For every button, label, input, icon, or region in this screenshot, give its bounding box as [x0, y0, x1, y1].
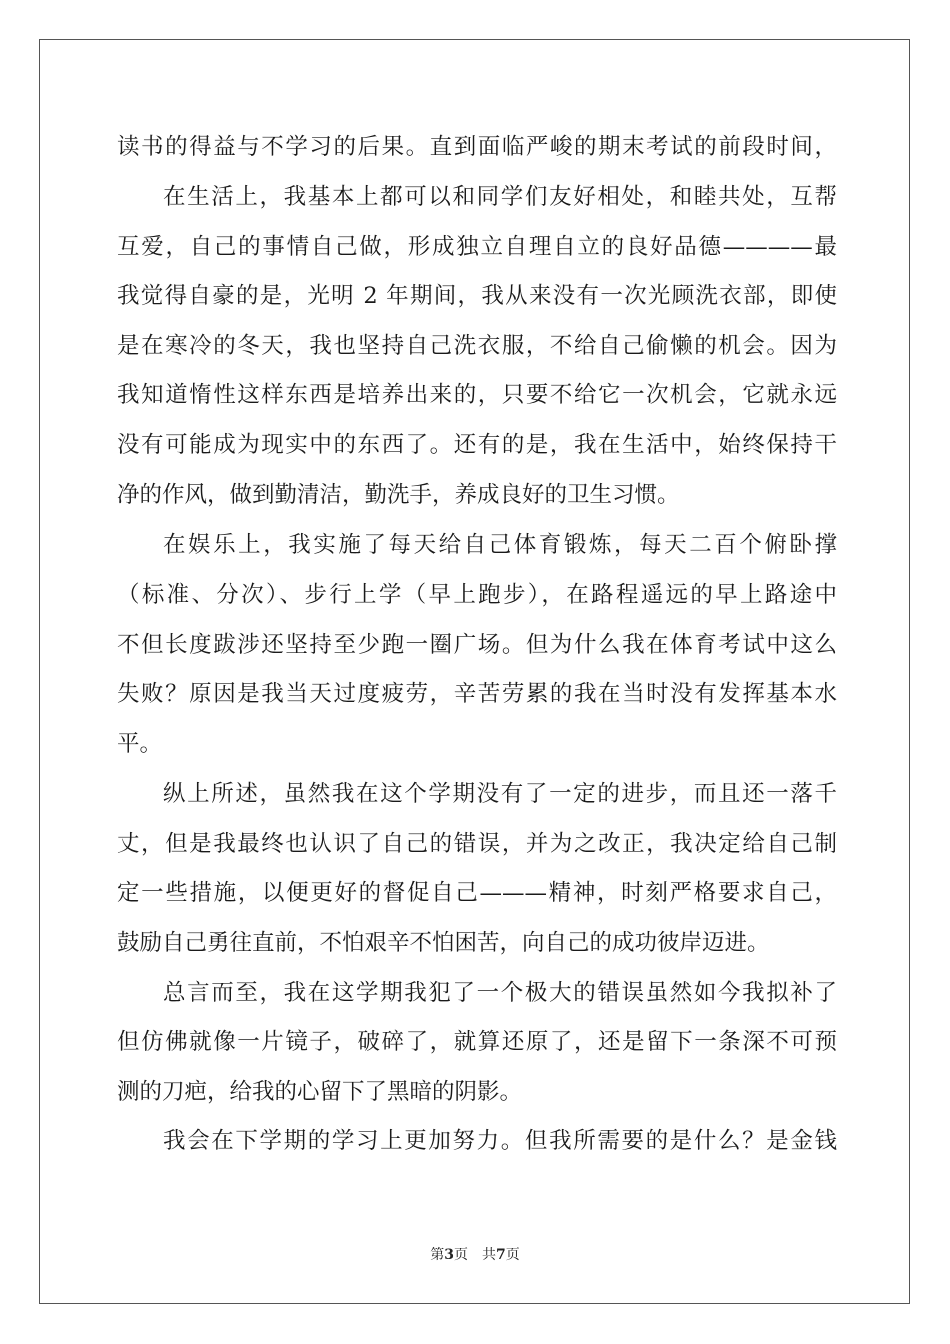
- text-line: （标准、分次）、步行上学（早上跑步），在路程遥远的早上路途中: [117, 582, 837, 608]
- text-line: 平。: [117, 731, 163, 757]
- total-page-count: 7: [496, 1247, 506, 1263]
- text-line: 没有可能成为现实中的东西了。还有的是，我在生活中，始终保持干: [117, 432, 837, 458]
- text-line: 读书的得益与不学习的后果。直到面临严峻的期末考试的前段时间，: [117, 134, 837, 160]
- current-page-number: 3: [444, 1247, 454, 1263]
- text-line: 测的刀疤，给我的心留下了黑暗的阴影。: [117, 1079, 523, 1105]
- paragraph-start: 纵上所述，虽然我在这个学期没有了一定的进步，而且还一落千: [163, 781, 837, 807]
- text-line: 是在寒冷的冬天，我也坚持自己洗衣服，不给自己偷懒的机会。因为: [117, 333, 837, 359]
- paragraph-start: 我会在下学期的学习上更加努力。但我所需要的是什么？是金钱: [163, 1128, 837, 1154]
- footer-prefix: 第: [430, 1247, 445, 1263]
- paragraph-start: 在娱乐上，我实施了每天给自己体育锻炼，每天二百个俯卧撑: [163, 532, 837, 558]
- footer-suffix: 页: [505, 1247, 520, 1263]
- page-border: [39, 39, 910, 1304]
- paragraph-start: 总言而至，我在这学期我犯了一个极大的错误虽然如今我拟补了: [163, 980, 837, 1006]
- text-line: 但仿佛就像一片镜子，破碎了，就算还原了，还是留下一条深不可预: [117, 1029, 837, 1055]
- text-line: 我知道惰性这样东西是培养出来的，只要不给它一次机会，它就永远: [117, 382, 837, 408]
- text-line: 鼓励自己勇往直前，不怕艰辛不怕困苦，向自己的成功彼岸迈进。: [117, 930, 770, 956]
- text-line: 净的作风，做到勤清洁，勤洗手，养成良好的卫生习惯。: [117, 482, 680, 508]
- footer-mid: 页 共: [454, 1247, 496, 1263]
- text-line: 定一些措施，以便更好的督促自己———精神，时刻严格要求自己，: [117, 880, 837, 906]
- text-line: 不但长度跋涉还坚持至少跑一圈广场。但为什么我在体育考试中这么: [117, 632, 837, 658]
- text-line: 失败？原因是我当天过度疲劳，辛苦劳累的我在当时没有发挥基本水: [117, 681, 837, 707]
- text-line: 丈，但是我最终也认识了自己的错误，并为之改正，我决定给自己制: [117, 831, 837, 857]
- page-number-footer: [0, 1246, 950, 1264]
- text-line: 互爱，自己的事情自己做，形成独立自理自立的良好品德————最: [117, 234, 837, 260]
- text-line: 我觉得自豪的是，光明 2 年期间，我从来没有一次光顾洗衣部，即使: [117, 283, 837, 309]
- paragraph-start: 在生活上，我基本上都可以和同学们友好相处，和睦共处，互帮: [163, 184, 837, 210]
